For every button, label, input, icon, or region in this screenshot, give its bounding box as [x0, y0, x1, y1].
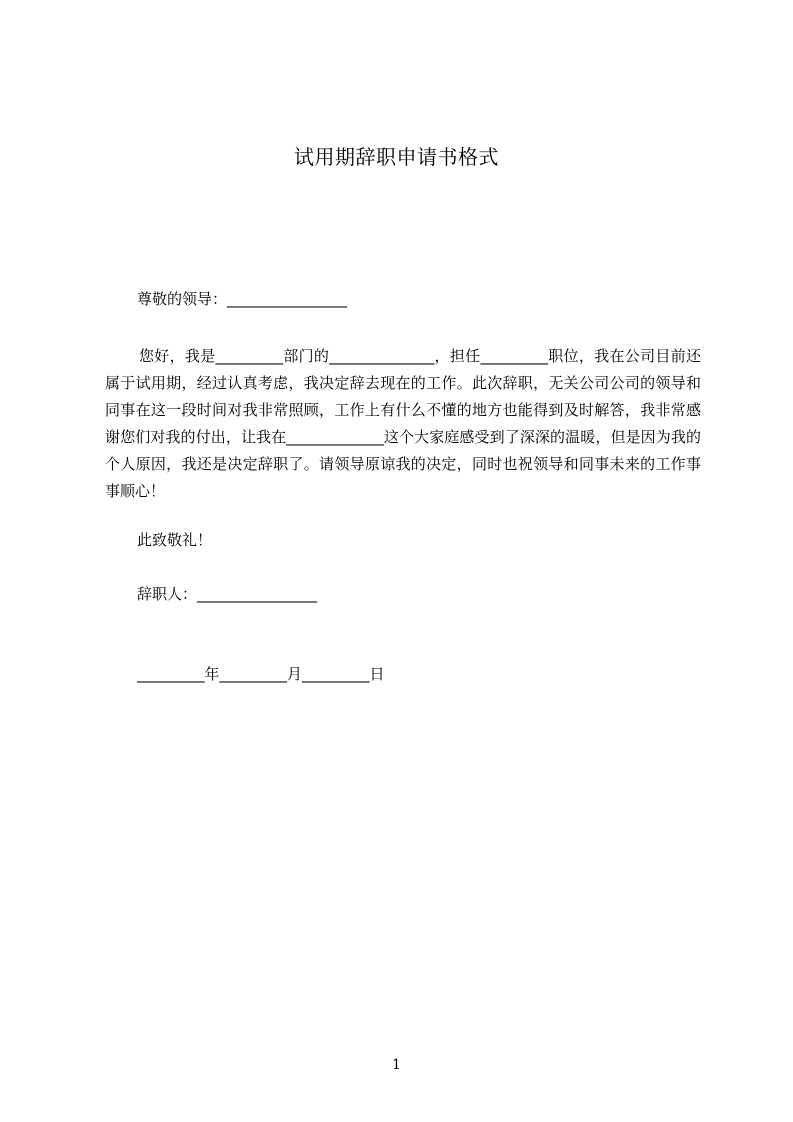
closing-line: 此致敬礼！ [137, 531, 213, 549]
body-paragraph: 您好，我是_________部门的______________，担任_________职位，我在公司目前还属于试用期，经过认真考虑，我决定辞去现在的工作。此次辞职，无关公司公司的领导和同事在这一段时间对我非常照顾，工作上有什么不懂的地方也能得到及时解答，我非常感谢您们对我的付出，让我在_____________这个大家庭感受到了深深的温暖，但是因为我的个人原因，我还是决定辞职了。请领导原谅我的决定，同时也祝领导和同事未来的工作事事顺心！ [105, 347, 701, 500]
signer-line: 辞职人：________________ [137, 585, 318, 603]
page-number: 1 [392, 1057, 401, 1073]
document-title: 试用期辞职申请书格式 [294, 145, 499, 169]
salutation: 尊敬的领导：________________ [137, 290, 348, 308]
date-line: _________年_________月_________日 [137, 665, 385, 683]
